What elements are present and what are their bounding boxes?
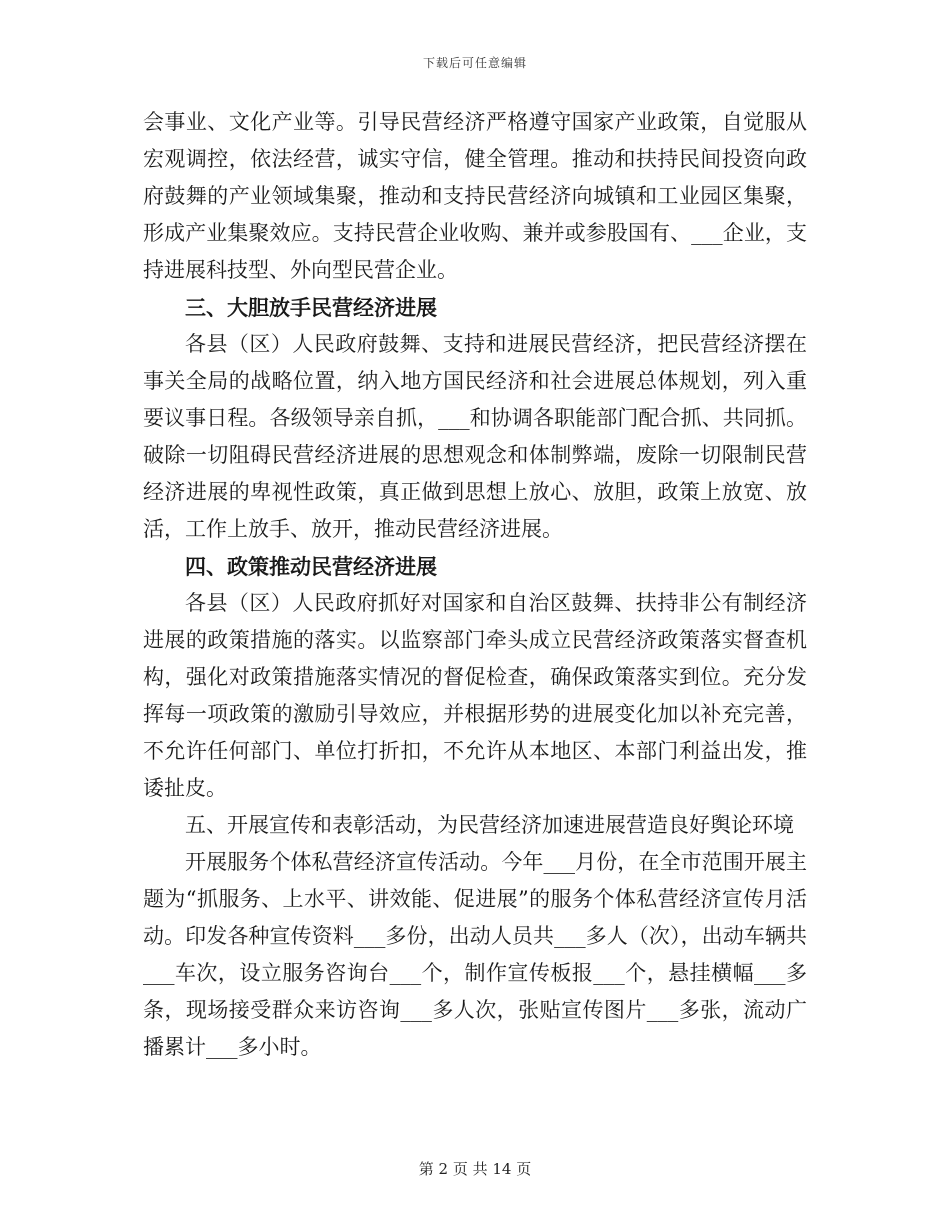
paragraph-section-4: 各县（区）人民政府抓好对国家和自治区鼓舞、扶持非公有制经济进展的政策措施的落实。以监察部门牵头成立民营经济政策落实督查机构，强化对政策措施落实情况的督促检查，确保政策落实到位。充分发挥每一项政策的激励引导效应，并根据形势的进展变化加以补充完善，不允许任何部门、单位打折扣，不允许从本地区、本部门利益出发，推诿扯皮。 <box>143 591 807 800</box>
section-heading-3: 三、大胆放手民营经济进展 <box>185 295 437 320</box>
page-number: 第 2 页 共 14 页 <box>418 1160 532 1178</box>
section-heading-4: 四、政策推动民营经济进展 <box>185 554 437 579</box>
paragraph-section-3: 各县（区）人民政府鼓舞、支持和进展民营经济，把民营经济摆在事关全局的战略位置，纳入地方国民经济和社会进展总体规划，列入重要议事日程。各级领导亲自抓，___和协调各职能部门配合抓、共同抓。破除一切阻碍民营经济进展的思想观念和体制弊端，废除一切限制民营经济进展的卑视性政策，真正做到思想上放心、放胆，政策上放宽、放活，工作上放手、放开，推动民营经济进展。 <box>143 332 807 541</box>
paragraph-section-5: 开展服务个体私营经济宣传活动。今年___月份，在全市范围开展主题为“抓服务、上水平、讲效能、促进展”的服务个体私营经济宣传月活动。印发各种宣传资料___多份，出动人员共___多人（次），出动车辆共___车次，设立服务咨询台___个，制作宣传板报___个，悬挂横幅___多条，现场接受群众来访咨询___多人次，张贴宣传图片___多张，流动广播累计___多小时。 <box>143 850 807 1059</box>
section-heading-5: 五、开展宣传和表彰活动，为民营经济加速进展营造良好舆论环境 <box>185 813 794 837</box>
paragraph-continuation: 会事业、文化产业等。引导民营经济严格遵守国家产业政策，自觉服从宏观调控，依法经营，诚实守信，健全管理。推动和扶持民间投资向政府鼓舞的产业领域集聚，推动和支持民营经济向城镇和工业园区集聚，形成产业集聚效应。支持民营企业收购、兼并或参股国有、___企业，支持进展科技型、外向型民营企业。 <box>143 110 807 282</box>
page-header: 下载后可任意编辑 <box>422 56 527 70</box>
document-body <box>143 104 807 1066</box>
